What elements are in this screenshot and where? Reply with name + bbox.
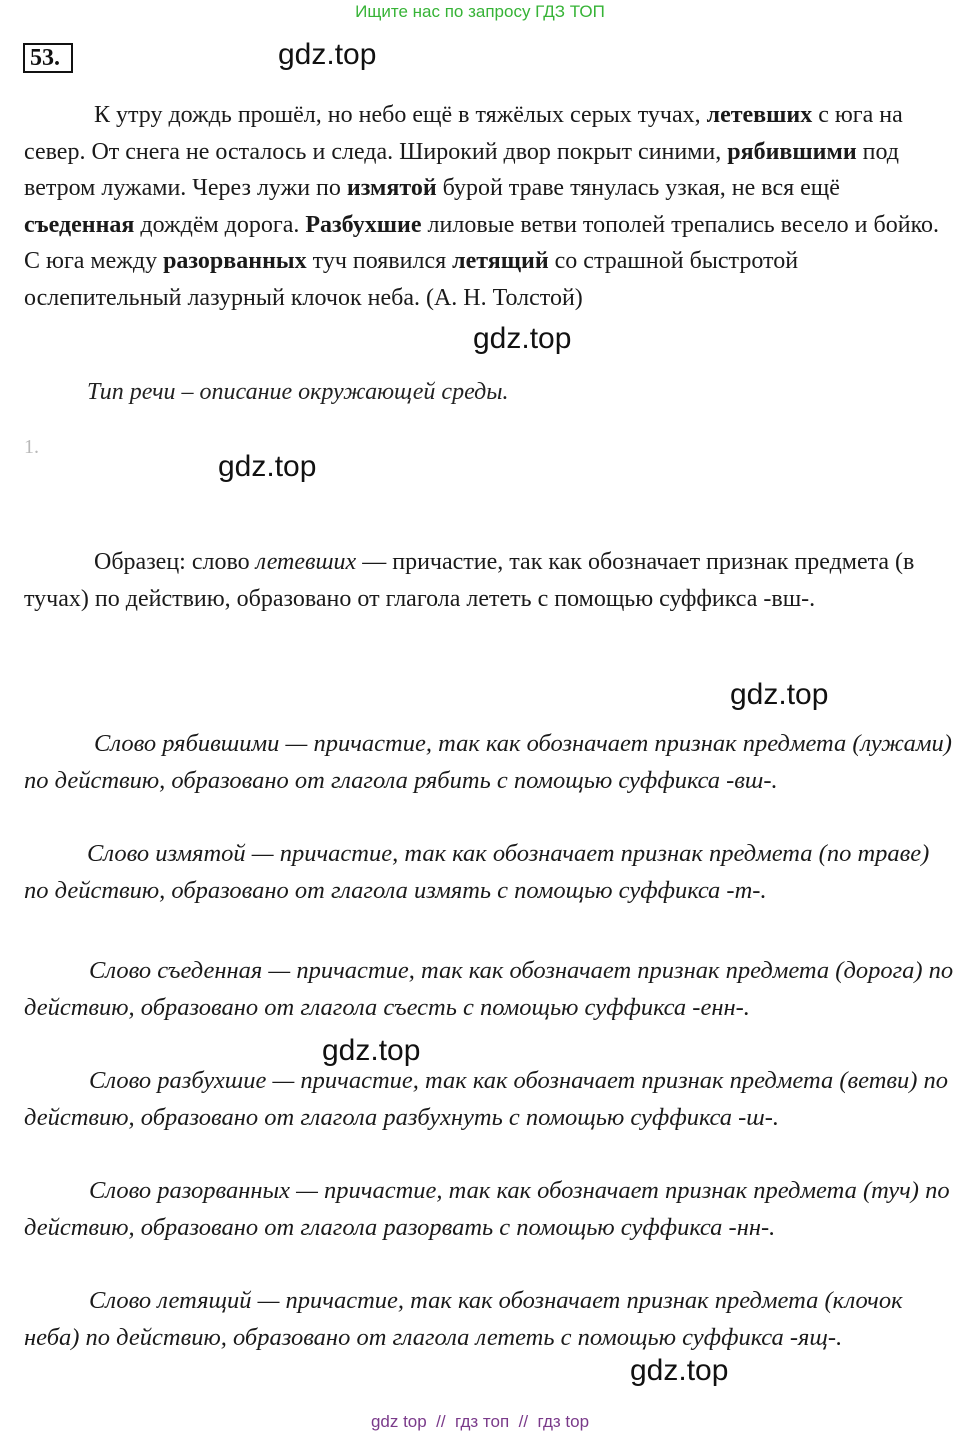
- participle-word: Разбухшие: [305, 211, 422, 238]
- answer-item: Слово летящий — причастие, так как обозначает признак предмета (клочок неба) по действию, образовано от глагола лететь с помощью суффикса -ящ-.: [24, 1287, 903, 1351]
- watermark: gdz.top: [218, 450, 317, 483]
- speech-type: Тип речи – описание окружающей среды.: [87, 379, 509, 405]
- answer-item: Слово рябившими — причастие, так как обозначает признак предмета (лужами) по действию, образовано от глагола рябить с помощью суффикса -вш-.: [24, 730, 952, 794]
- sample-word: летевших: [255, 549, 357, 575]
- watermark: gdz.top: [278, 38, 377, 71]
- exercise-text: [24, 97, 948, 317]
- text-run: дождём дорога.: [134, 211, 306, 238]
- sample-text: [24, 544, 948, 617]
- text-run: бурой траве тянулась узкая, не вся ещё: [436, 175, 840, 202]
- text-run: лиловые ветви тополей трепались весело и бойко. С юга между: [24, 211, 940, 275]
- text-run: К утру дождь прошёл, но небо ещё в тяжёлых серых тучах,: [94, 102, 707, 128]
- task-number: 53.: [23, 43, 73, 73]
- top-banner: Ищите нас по запросу ГДЗ ТОП: [355, 2, 605, 21]
- answer-item: Слово съеденная — причастие, так как обозначает признак предмета (дорога) по действию, образовано от глагола съесть с помощью суффикса -енн-.: [24, 957, 954, 1021]
- text-run: с юга на север. От снега не осталось и следа. Широкий двор покрыт синими,: [24, 102, 903, 165]
- sample-prefix: Образец: слово: [94, 549, 256, 575]
- participle-word: разорванных: [163, 248, 307, 275]
- participle-word: летевших: [706, 102, 813, 128]
- sample-paragraph: [24, 544, 948, 617]
- participle-word: рябившими: [727, 138, 857, 165]
- answer-item: Слово измятой — причастие, так как обозначает признак предмета (по траве) по действию, образовано от глагола измять с помощью суффикса -т-.: [24, 840, 930, 904]
- participle-word: съеденная: [24, 211, 135, 238]
- participle-word: измятой: [346, 175, 437, 202]
- watermark: gdz.top: [473, 322, 572, 355]
- answer-item: Слово разбухшие — причастие, так как обозначает признак предмета (ветви) по действию, образовано от глагола разбухнуть с помощью суффикса -ш-.: [24, 1067, 949, 1131]
- text-run: со страшной быстротой ослепительный лазурный клочок неба. (А. Н. Толстой): [24, 248, 799, 311]
- footer: gdz top // гдз топ // гдз top: [370, 1412, 590, 1431]
- answer-item: Слово разорванных — причастие, так как обозначает признак предмета (туч) по действию, образовано от глагола разорвать с помощью суффикса -нн-.: [24, 1177, 950, 1241]
- text-run: под ветром лужами. Через лужи по: [24, 138, 900, 202]
- exercise-paragraph: [24, 97, 948, 317]
- watermark: gdz.top: [730, 678, 829, 711]
- watermark: gdz.top: [322, 1034, 421, 1067]
- sample-rest: — причастие, так как обозначает признак предмета (в тучах) по действию, образовано от глагола лететь с помощью суффикса -вш-.: [24, 549, 915, 612]
- watermark: gdz.top: [630, 1354, 729, 1387]
- text-run: туч появился: [306, 248, 453, 275]
- list-number: 1.: [24, 436, 39, 458]
- participle-word: летящий: [452, 248, 549, 275]
